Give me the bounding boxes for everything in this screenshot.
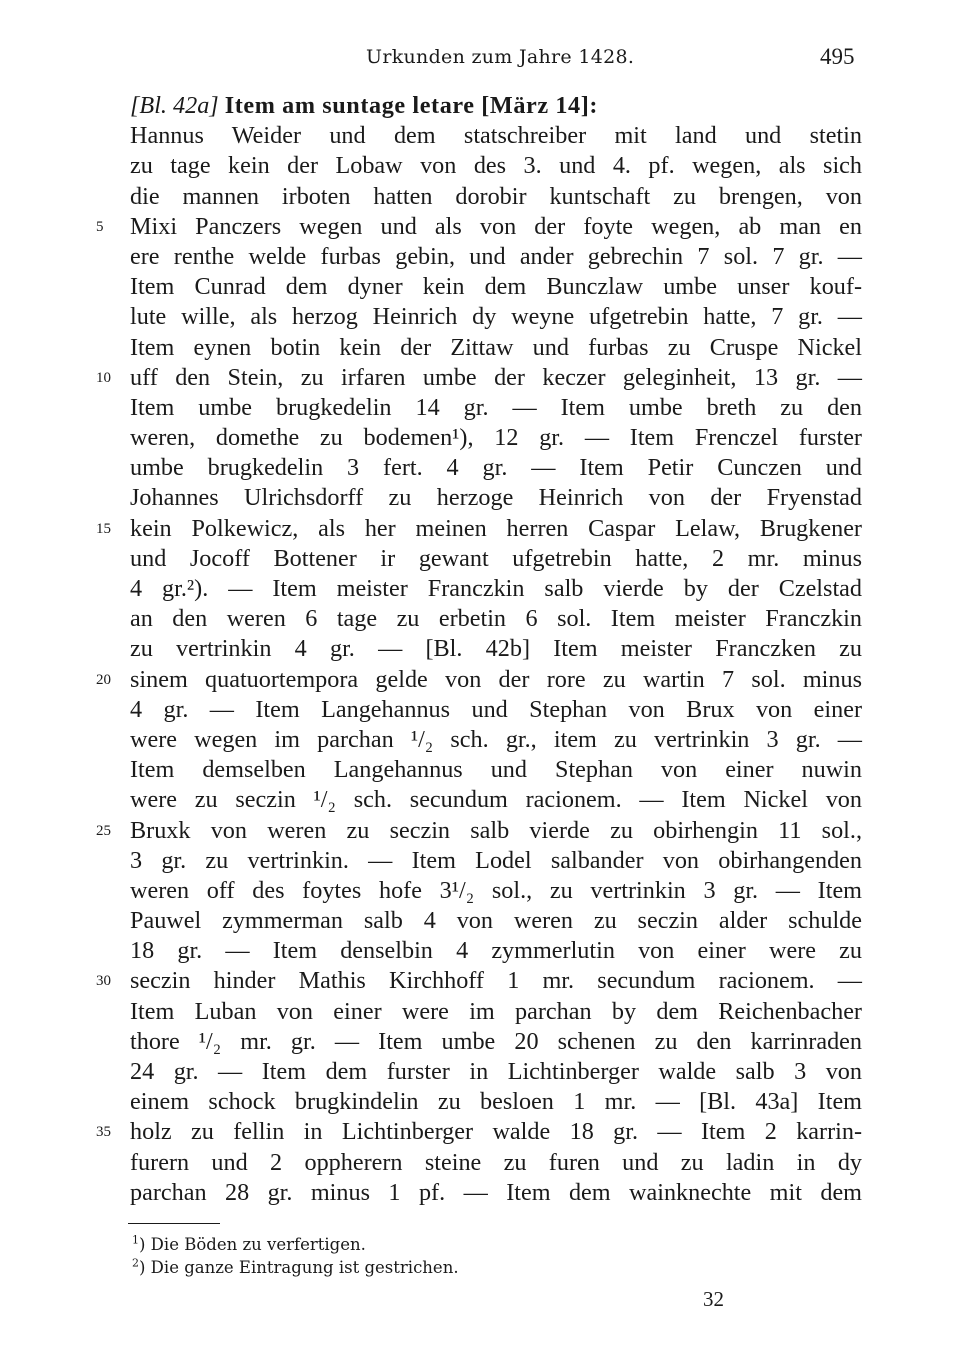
line-text: uff den Stein, zu irfaren umbe der keczer geleginheit, 13 gr. — [130,363,862,391]
entry-heading: Item am suntage letare [März 14]: [224,92,599,119]
text-line [130,634,862,664]
text-line [130,423,862,453]
text-line [130,1057,862,1087]
text-line [130,1027,862,1057]
text-line [130,272,862,302]
line-text: an den weren 6 tage zu erbetin 6 sol. Item meister Franczkin [130,605,862,633]
folio-reference: [Bl. 42a] [130,92,219,119]
line-text: 4 gr. — Item Langehannus und Stephan von Brux von einer [130,695,862,723]
line-text: umbe brugkedelin 3 fert. 4 gr. — Item Petir Cunczen und [130,454,862,482]
text-line [130,846,862,876]
text-line [130,1087,862,1117]
line-text: weren off des foytes hofe 3¹/₂ sol., zu vertrinkin 3 gr. — Item [130,876,862,904]
text-line [130,574,862,604]
line-text: zu tage kein der Lobaw von des 3. und 4. pf. wegen, als sich [130,152,862,180]
signature-mark: 32 [703,1287,724,1311]
footnote-rule [128,1223,220,1224]
line-text: Johannes Ulrichsdorff zu herzoge Heinrich von der Fryenstad [130,484,862,512]
text-line [130,876,862,906]
line-text [130,92,598,119]
text-line [130,333,862,363]
line-text: Item umbe brugkedelin 14 gr. — Item umbe breth zu den [130,393,862,421]
body-text [96,91,862,1208]
footnote-mark: 1 [132,1233,139,1247]
footnote-2 [132,1256,459,1279]
text-line [130,755,862,785]
text-line [130,906,862,936]
running-header: Urkunden zum Jahre 1428. [366,46,635,68]
line-text: seczin hinder Mathis Kirchhoff 1 mr. secundum racionem. — [130,967,862,995]
line-number: 35 [96,1124,111,1141]
line-text: einem schock brugkindelin zu besloen 1 mr. — [Bl. 43a] Item [130,1088,862,1116]
text-line [130,1178,862,1208]
text-line [96,816,862,846]
line-number: 10 [96,369,111,386]
line-text: kein Polkewicz, als her meinen herren Caspar Lelaw, Brugkener [130,514,862,542]
line-text: ere renthe welde furbas gebin, und ander gebrechin 7 sol. 7 gr. — [130,242,862,270]
line-text: 24 gr. — Item dem furster in Lichtinberger walde salb 3 von [130,1058,862,1085]
text-line [130,302,862,332]
text-line [130,393,862,423]
line-text: lute wille, als herzog Heinrich dy weyne ufgetrebin hatte, 7 gr. — [130,303,862,331]
line-text: 18 gr. — Item denselbin 4 zymmerlutin von einer were zu [130,937,862,965]
text-line [130,483,862,513]
line-text: und Jocoff Bottener ir gewant ufgetrebin hatte, 2 mr. minus [130,544,862,572]
page-number: 495 [820,44,855,69]
text-line [130,604,862,634]
text-line [130,1148,862,1178]
line-number: 5 [96,218,104,235]
line-text: sinem quatuortempora gelde von der rore zu wartin 7 sol. minus [130,665,862,693]
line-text: Pauwel zymmerman salb 4 von weren zu seczin alder schulde [130,907,862,935]
line-text: Item Luban von einer were im parchan by dem Reichenbacher [130,997,862,1025]
line-text: weren, domethe zu bodemen¹), 12 gr. — Item Frenczel furster [130,424,862,452]
text-line [96,665,862,695]
line-text: furern und 2 oppherern steine zu furen und zu ladin in dy [130,1148,862,1176]
footnote-text: ) Die Böden zu verfertigen. [139,1235,366,1254]
text-line [130,725,862,755]
footnote-mark: 2 [132,1256,139,1270]
line-text: 4 gr.²). — Item meister Franczkin salb vierde by der Czelstad [130,575,862,602]
line-text: zu vertrinkin 4 gr. — [Bl. 42b] Item meister Franczken zu [130,635,862,663]
line-text: Hannus Weider und dem statschreiber mit land und stetin [130,122,862,150]
line-text: parchan 28 gr. minus 1 pf. — Item dem wainknechte mit dem [130,1178,862,1206]
text-line [130,936,862,966]
text-line [96,1117,862,1147]
text-line [130,242,862,272]
text-line [130,151,862,181]
text-line [130,91,862,121]
footnote-text: ) Die ganze Eintragung ist gestrichen. [139,1258,459,1277]
footnotes [132,1233,459,1279]
line-text: were zu seczin ¹/₂ sch. secundum racionem. — Item Nickel von [130,786,862,814]
text-line [96,363,862,393]
footnote-1 [132,1233,459,1256]
line-number: 15 [96,520,111,537]
line-text: die mannen irboten hatten dorobir kuntschaft zu brengen, von [130,182,862,210]
text-line [130,182,862,212]
text-line [130,544,862,574]
text-line [130,453,862,483]
line-number: 25 [96,822,111,839]
text-line [96,514,862,544]
line-text: 3 gr. zu vertrinkin. — Item Lodel salbander von obirhangenden [130,846,862,874]
line-text: Item Cunrad dem dyner kein dem Bunczlaw umbe unser kouf- [130,273,862,301]
text-line [130,997,862,1027]
text-line [96,966,862,996]
line-text: Item eynen botin kein der Zittaw und furbas zu Cruspe Nickel [130,333,862,361]
line-text: holz zu fellin in Lichtinberger walde 18 gr. — Item 2 karrin- [130,1118,862,1146]
line-text: were wegen im parchan ¹/₂ sch. gr., item zu vertrinkin 3 gr. — [130,725,862,753]
line-text: Mixi Panczers wegen und als von der foyte wegen, ab man en [130,212,862,240]
line-text: thore ¹/₂ mr. gr. — Item umbe 20 schenen zu den karrinraden [130,1027,862,1055]
text-line [96,212,862,242]
line-number: 30 [96,973,111,990]
line-text: Item demselben Langehannus und Stephan von einer nuwin [130,756,862,784]
text-line [130,785,862,815]
line-text: Bruxk von weren zu seczin salb vierde zu obirhengin 11 sol., [130,816,862,844]
text-line [130,695,862,725]
text-line [130,121,862,151]
line-number: 20 [96,671,111,688]
